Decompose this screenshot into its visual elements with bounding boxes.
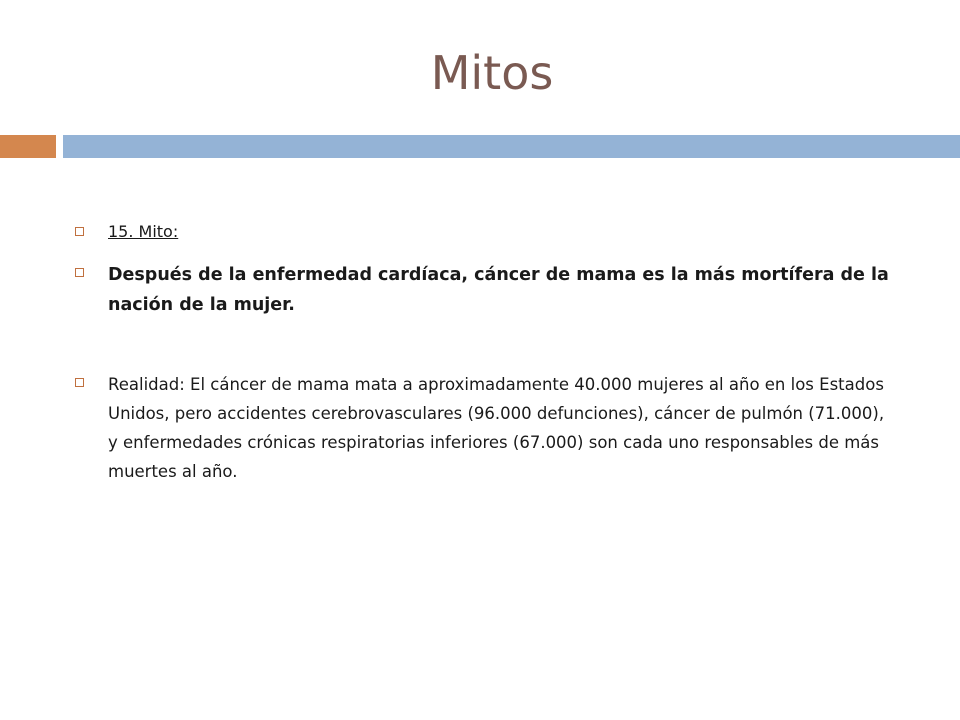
accent-bar-orange	[0, 135, 56, 158]
square-outline-icon	[75, 268, 84, 277]
square-outline-icon	[75, 378, 84, 387]
bullet-text: Realidad: El cáncer de mama mata a aproximadamente 40.000 mujeres al año en los Estados Unidos, pero accidentes cerebrovasculares (96.000 defunciones), cáncer de pulmón (71.000), y enfermedades crónicas respiratorias inferiores (67.000) son cada uno responsables de más muertes al año.	[108, 375, 885, 481]
bullet-text: Después de la enfermedad cardíaca, cáncer de mama es la más mortífera de la nación de la mujer.	[108, 265, 889, 315]
bullet-text: 15. Mito:	[108, 222, 179, 241]
accent-bar-blue	[63, 135, 960, 158]
square-outline-icon	[75, 227, 84, 236]
slide-title: Mitos	[430, 46, 554, 100]
